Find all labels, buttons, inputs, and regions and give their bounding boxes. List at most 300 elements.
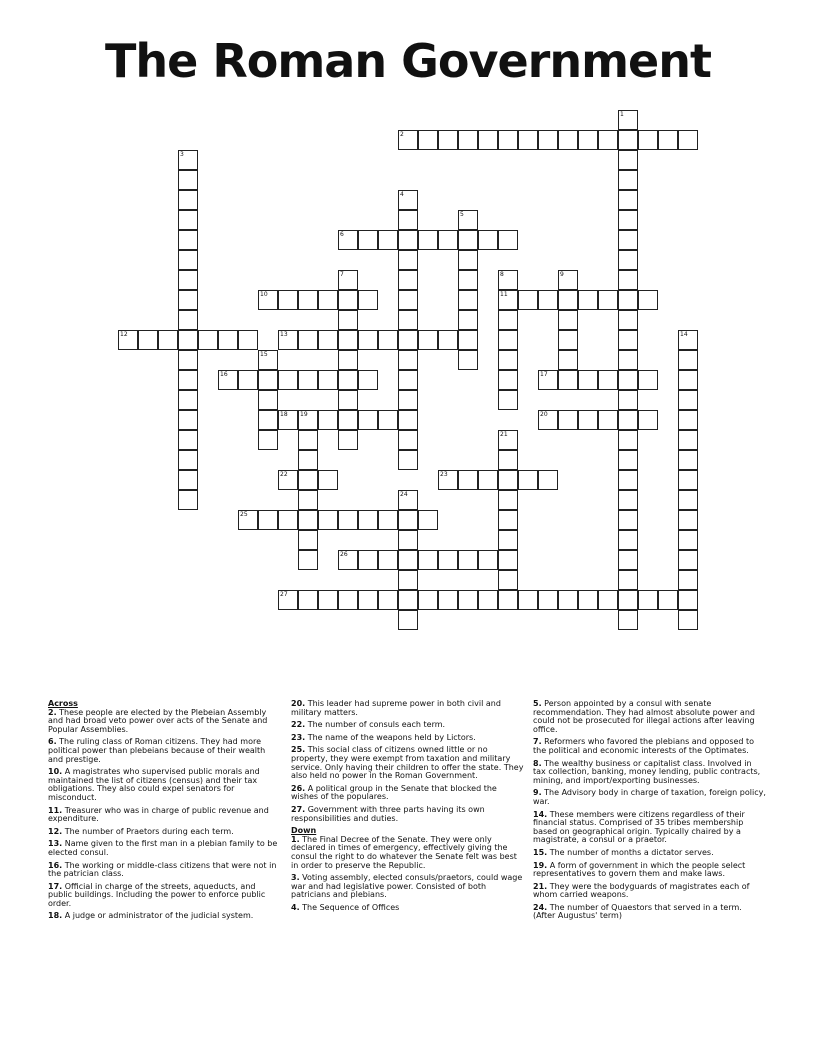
- grid-cell[interactable]: [618, 410, 638, 430]
- grid-cell[interactable]: [318, 290, 338, 310]
- grid-cell[interactable]: [398, 210, 418, 230]
- clue-number-label: 17: [540, 371, 548, 378]
- grid-cell[interactable]: [358, 230, 378, 250]
- grid-cell[interactable]: [578, 130, 598, 150]
- clue-text: Government with three parts having its own responsibilities and duties.: [291, 804, 485, 823]
- grid-cell[interactable]: [298, 330, 318, 350]
- clue-item: [533, 883, 766, 900]
- grid-cell[interactable]: [558, 410, 578, 430]
- clue-item: [533, 862, 766, 879]
- clues-column-2: [291, 700, 524, 916]
- clue-item: [291, 746, 524, 780]
- grid-cell[interactable]: [178, 490, 198, 510]
- grid-cell[interactable]: [318, 410, 338, 430]
- grid-cell[interactable]: [598, 590, 618, 610]
- grid-cell[interactable]: [398, 370, 418, 390]
- grid-cell[interactable]: [618, 490, 638, 510]
- clue-number: 1.: [291, 834, 300, 844]
- grid-cell[interactable]: [638, 370, 658, 390]
- grid-cell[interactable]: [618, 470, 638, 490]
- clue-number: 10.: [48, 767, 63, 777]
- down-heading: Down: [291, 826, 317, 836]
- grid-cell[interactable]: [658, 590, 678, 610]
- grid-cell[interactable]: [178, 450, 198, 470]
- clue-number: 16.: [48, 860, 63, 870]
- grid-cell[interactable]: [358, 550, 378, 570]
- clue-number-label: 16: [220, 371, 228, 378]
- grid-cell[interactable]: [318, 590, 338, 610]
- grid-cell[interactable]: [178, 330, 198, 350]
- grid-cell[interactable]: [638, 410, 658, 430]
- grid-cell[interactable]: [238, 370, 258, 390]
- clue-item: [533, 760, 766, 786]
- clue-number: 27.: [291, 804, 306, 814]
- grid-cell[interactable]: [618, 570, 638, 590]
- grid-cell[interactable]: [478, 550, 498, 570]
- clue-text: Official in charge of the streets, aqueducts, and public buildings. Including the power to enforce public order.: [48, 881, 266, 908]
- grid-cell[interactable]: [458, 130, 478, 150]
- grid-cell[interactable]: [418, 510, 438, 530]
- clue-item: [48, 807, 281, 824]
- grid-cell[interactable]: [558, 370, 578, 390]
- clue-number: 8.: [533, 758, 542, 768]
- grid-cell[interactable]: [458, 270, 478, 290]
- clue-number: 13.: [48, 839, 63, 849]
- clue-item: [291, 700, 524, 717]
- grid-cell[interactable]: [518, 470, 538, 490]
- grid-cell[interactable]: [258, 430, 278, 450]
- clue-number: 14.: [533, 809, 548, 819]
- clue-text: The ruling class of Roman citizens. They had more political power than plebeians because of their wealth and prestige.: [48, 737, 266, 764]
- clue-number-label: 10: [260, 291, 268, 298]
- grid-cell[interactable]: [578, 410, 598, 430]
- grid-cell[interactable]: [678, 570, 698, 590]
- across-heading: Across: [48, 699, 78, 708]
- grid-cell[interactable]: [458, 350, 478, 370]
- grid-cell[interactable]: [298, 490, 318, 510]
- grid-cell[interactable]: [538, 470, 558, 490]
- grid-cell[interactable]: [178, 430, 198, 450]
- clue-number-label: 24: [400, 491, 408, 498]
- grid-cell[interactable]: [298, 290, 318, 310]
- grid-cell[interactable]: [198, 330, 218, 350]
- clue-number-label: 9: [560, 271, 564, 278]
- clue-item: [291, 874, 524, 900]
- grid-cell[interactable]: [618, 450, 638, 470]
- grid-cell[interactable]: [398, 610, 418, 630]
- grid-cell[interactable]: [618, 390, 638, 410]
- grid-cell[interactable]: [398, 230, 418, 250]
- grid-cell[interactable]: [398, 390, 418, 410]
- grid-cell[interactable]: [398, 450, 418, 470]
- grid-cell[interactable]: [438, 330, 458, 350]
- grid-cell[interactable]: [618, 150, 638, 170]
- clue-number-label: 6: [340, 231, 344, 238]
- clue-text: These people are elected by the Plebeian Assembly and had broad veto power over acts of the Senate and Popular Assemblies.: [48, 707, 268, 734]
- clue-text: The number of consuls each term.: [305, 720, 446, 730]
- grid-cell[interactable]: [278, 370, 298, 390]
- grid-cell[interactable]: [618, 290, 638, 310]
- grid-cell[interactable]: [258, 510, 278, 530]
- clue-number-label: 2: [400, 131, 404, 138]
- clue-number: 11.: [48, 805, 63, 815]
- grid-cell[interactable]: [318, 470, 338, 490]
- grid-cell[interactable]: [338, 350, 358, 370]
- clue-text: Name given to the first man in a plebian family to be elected consul.: [48, 839, 278, 857]
- grid-cell[interactable]: [298, 530, 318, 550]
- grid-cell[interactable]: [538, 130, 558, 150]
- grid-cell[interactable]: [378, 510, 398, 530]
- grid-cell[interactable]: [498, 350, 518, 370]
- grid-cell[interactable]: [398, 270, 418, 290]
- grid-cell[interactable]: [678, 370, 698, 390]
- grid-cell[interactable]: [378, 410, 398, 430]
- grid-cell[interactable]: [298, 550, 318, 570]
- grid-cell[interactable]: [458, 250, 478, 270]
- grid-cell[interactable]: [578, 370, 598, 390]
- grid-cell[interactable]: [398, 510, 418, 530]
- clue-item: [533, 738, 766, 755]
- clue-number: 7.: [533, 737, 542, 747]
- grid-cell[interactable]: [298, 370, 318, 390]
- grid-cell[interactable]: [418, 230, 438, 250]
- grid-cell[interactable]: [398, 350, 418, 370]
- down-clue-list: [291, 836, 524, 913]
- grid-cell[interactable]: [178, 350, 198, 370]
- clue-number-label: 27: [280, 591, 288, 598]
- clue-number: 21.: [533, 881, 548, 891]
- grid-cell[interactable]: [678, 350, 698, 370]
- grid-cell[interactable]: [278, 510, 298, 530]
- grid-cell[interactable]: [678, 510, 698, 530]
- grid-cell[interactable]: [618, 510, 638, 530]
- grid-cell[interactable]: [618, 590, 638, 610]
- grid-cell[interactable]: [558, 310, 578, 330]
- down-clue-list-continued: [533, 700, 766, 921]
- clue-number: 5.: [533, 699, 542, 708]
- grid-cell[interactable]: [658, 130, 678, 150]
- clue-text: The name of the weapons held by Lictors.: [305, 732, 476, 742]
- grid-cell[interactable]: [478, 470, 498, 490]
- grid-cell[interactable]: [618, 430, 638, 450]
- grid-cell[interactable]: [338, 290, 358, 310]
- grid-cell[interactable]: [338, 330, 358, 350]
- clue-text: Voting assembly, elected consuls/praetors, could wage war and had legislative power. Consisted of both patricians and plebians.: [291, 873, 523, 900]
- across-clue-list-continued: [291, 700, 524, 823]
- clue-number: 23.: [291, 732, 306, 742]
- clue-text: The Sequence of Offices: [299, 902, 400, 912]
- grid-cell[interactable]: [618, 130, 638, 150]
- clue-number-label: 15: [260, 351, 268, 358]
- clue-item: [533, 811, 766, 845]
- grid-cell[interactable]: [458, 550, 478, 570]
- clue-text: A political group in the Senate that blocked the wishes of the populares.: [291, 783, 497, 802]
- grid-cell[interactable]: [378, 590, 398, 610]
- grid-cell[interactable]: [278, 290, 298, 310]
- grid-cell[interactable]: [498, 370, 518, 390]
- grid-cell[interactable]: [398, 550, 418, 570]
- grid-cell[interactable]: [258, 390, 278, 410]
- grid-cell[interactable]: [298, 590, 318, 610]
- clue-number-label: 1: [620, 111, 624, 118]
- grid-cell[interactable]: [618, 610, 638, 630]
- clue-item: [291, 721, 524, 730]
- clue-item: [48, 709, 281, 735]
- grid-cell[interactable]: [238, 330, 258, 350]
- grid-cell[interactable]: [558, 130, 578, 150]
- clue-item: [533, 849, 766, 858]
- clue-text: A judge or administrator of the judicial system.: [62, 911, 254, 921]
- grid-cell[interactable]: [258, 410, 278, 430]
- grid-cell[interactable]: [398, 410, 418, 430]
- clue-number: 20.: [291, 699, 306, 708]
- grid-cell[interactable]: [678, 430, 698, 450]
- clue-text: Reformers who favored the plebians and opposed to the political and economic interests of the Optimates.: [533, 737, 755, 755]
- grid-cell[interactable]: [618, 370, 638, 390]
- grid-cell[interactable]: [678, 410, 698, 430]
- clue-number-label: 26: [340, 551, 348, 558]
- clue-text: This social class of citizens owned little or no property, they were exempt from taxation and military service. Only having their children to offer the state. They also held no power in the Roman Government.: [291, 745, 524, 781]
- clue-text: They were the bodyguards of magistrates each of whom carried weapons.: [533, 881, 750, 900]
- grid-cell[interactable]: [618, 190, 638, 210]
- grid-cell[interactable]: [358, 410, 378, 430]
- grid-cell[interactable]: [398, 590, 418, 610]
- grid-cell[interactable]: [158, 330, 178, 350]
- grid-cell[interactable]: [458, 230, 478, 250]
- grid-cell[interactable]: [678, 130, 698, 150]
- grid-cell[interactable]: [538, 290, 558, 310]
- clue-number-label: 4: [400, 191, 404, 198]
- grid-cell[interactable]: [378, 230, 398, 250]
- grid-cell[interactable]: [678, 590, 698, 610]
- grid-cell[interactable]: [518, 290, 538, 310]
- grid-cell[interactable]: [498, 490, 518, 510]
- grid-cell[interactable]: [378, 330, 398, 350]
- grid-cell[interactable]: [138, 330, 158, 350]
- grid-cell[interactable]: [618, 170, 638, 190]
- grid-cell[interactable]: [398, 290, 418, 310]
- grid-cell[interactable]: [458, 470, 478, 490]
- clue-item: [48, 862, 281, 879]
- grid-cell[interactable]: [678, 610, 698, 630]
- grid-cell[interactable]: [498, 590, 518, 610]
- clues-column-3: [533, 700, 766, 925]
- clue-item: [533, 789, 766, 806]
- grid-cell[interactable]: [498, 230, 518, 250]
- clue-text: The number of Quaestors that served in a term. (After Augustus' term): [533, 902, 742, 921]
- grid-cell[interactable]: [458, 290, 478, 310]
- clue-number-label: 20: [540, 411, 548, 418]
- clue-item: [291, 836, 524, 870]
- clue-number-label: 7: [340, 271, 344, 278]
- grid-cell[interactable]: [418, 590, 438, 610]
- grid-cell[interactable]: [178, 390, 198, 410]
- grid-cell[interactable]: [258, 370, 278, 390]
- clue-item: [291, 904, 524, 913]
- grid-cell[interactable]: [178, 470, 198, 490]
- clue-item: [48, 912, 281, 921]
- grid-cell[interactable]: [178, 310, 198, 330]
- grid-cell[interactable]: [358, 370, 378, 390]
- clue-item: [48, 883, 281, 909]
- grid-cell[interactable]: [498, 510, 518, 530]
- grid-cell[interactable]: [498, 570, 518, 590]
- grid-cell[interactable]: [338, 510, 358, 530]
- grid-cell[interactable]: [398, 250, 418, 270]
- grid-cell[interactable]: [618, 350, 638, 370]
- clue-item: [533, 700, 766, 734]
- grid-cell[interactable]: [498, 310, 518, 330]
- grid-cell[interactable]: [678, 450, 698, 470]
- grid-cell[interactable]: [618, 230, 638, 250]
- grid-cell[interactable]: [338, 410, 358, 430]
- grid-cell[interactable]: [678, 390, 698, 410]
- clue-item: [533, 904, 766, 921]
- grid-cell[interactable]: [358, 590, 378, 610]
- grid-cell[interactable]: [338, 590, 358, 610]
- grid-cell[interactable]: [518, 590, 538, 610]
- grid-cell[interactable]: [578, 590, 598, 610]
- grid-cell[interactable]: [178, 290, 198, 310]
- grid-cell[interactable]: [498, 530, 518, 550]
- grid-cell[interactable]: [498, 450, 518, 470]
- grid-cell[interactable]: [678, 550, 698, 570]
- grid-cell[interactable]: [298, 510, 318, 530]
- grid-cell[interactable]: [358, 510, 378, 530]
- grid-cell[interactable]: [418, 130, 438, 150]
- grid-cell[interactable]: [298, 430, 318, 450]
- grid-cell[interactable]: [438, 130, 458, 150]
- grid-cell[interactable]: [618, 270, 638, 290]
- clue-text: A magistrates who supervised public morals and maintained the list of citizens (census) and their tax obligations. They also could expel senators for misconduct.: [48, 767, 260, 802]
- grid-cell[interactable]: [678, 530, 698, 550]
- grid-cell[interactable]: [218, 330, 238, 350]
- clue-number: 17.: [48, 881, 63, 891]
- grid-cell[interactable]: [338, 390, 358, 410]
- clue-item: [48, 840, 281, 857]
- grid-cell[interactable]: [598, 410, 618, 430]
- grid-cell[interactable]: [358, 330, 378, 350]
- grid-cell[interactable]: [618, 310, 638, 330]
- grid-cell[interactable]: [178, 370, 198, 390]
- grid-cell[interactable]: [618, 330, 638, 350]
- grid-cell[interactable]: [378, 550, 398, 570]
- grid-cell[interactable]: [478, 590, 498, 610]
- grid-cell[interactable]: [678, 490, 698, 510]
- grid-cell[interactable]: [638, 290, 658, 310]
- grid-cell[interactable]: [598, 370, 618, 390]
- clue-text: The number of Praetors during each term.: [62, 826, 234, 836]
- clue-number-label: 13: [280, 331, 288, 338]
- grid-cell[interactable]: [458, 590, 478, 610]
- grid-cell[interactable]: [678, 470, 698, 490]
- grid-cell[interactable]: [598, 290, 618, 310]
- page-title: The Roman Government: [105, 34, 711, 88]
- clue-text: Treasurer who was in charge of public revenue and expenditure.: [48, 805, 269, 824]
- grid-cell[interactable]: [298, 450, 318, 470]
- clues-column-1: [48, 700, 281, 925]
- clue-text: The working or middle-class citizens that were not in the patrician class.: [48, 860, 277, 879]
- grid-cell[interactable]: [298, 470, 318, 490]
- grid-cell[interactable]: [618, 210, 638, 230]
- grid-cell[interactable]: [338, 310, 358, 330]
- clue-text: The wealthy business or capitalist class. Involved in tax collection, banking, money lending, public contracts, mining, and import/exporting businesses.: [533, 758, 761, 785]
- clue-text: The Advisory body in charge of taxation, foreign policy, war.: [533, 788, 766, 806]
- grid-cell[interactable]: [178, 190, 198, 210]
- grid-cell[interactable]: [358, 290, 378, 310]
- grid-cell[interactable]: [618, 250, 638, 270]
- grid-cell[interactable]: [618, 550, 638, 570]
- grid-cell[interactable]: [178, 270, 198, 290]
- grid-cell[interactable]: [318, 370, 338, 390]
- grid-cell[interactable]: [398, 310, 418, 330]
- grid-cell[interactable]: [618, 530, 638, 550]
- grid-cell[interactable]: [558, 330, 578, 350]
- clue-item: [48, 828, 281, 837]
- grid-cell[interactable]: [398, 530, 418, 550]
- grid-cell[interactable]: [438, 590, 458, 610]
- clue-number: 15.: [533, 847, 548, 857]
- grid-cell[interactable]: [578, 290, 598, 310]
- clue-item: [291, 734, 524, 743]
- grid-cell[interactable]: [338, 430, 358, 450]
- clue-number: 26.: [291, 783, 306, 793]
- grid-cell[interactable]: [178, 170, 198, 190]
- grid-cell[interactable]: [178, 230, 198, 250]
- grid-cell[interactable]: [498, 130, 518, 150]
- grid-cell[interactable]: [478, 130, 498, 150]
- clue-item: [48, 768, 281, 802]
- clue-number-label: 19: [300, 411, 308, 418]
- clue-number-label: 8: [500, 271, 504, 278]
- grid-cell[interactable]: [178, 410, 198, 430]
- grid-cell[interactable]: [498, 550, 518, 570]
- grid-cell[interactable]: [558, 350, 578, 370]
- clue-number-label: 11: [500, 291, 508, 298]
- grid-cell[interactable]: [438, 230, 458, 250]
- grid-cell[interactable]: [518, 130, 538, 150]
- grid-cell[interactable]: [498, 470, 518, 490]
- grid-cell[interactable]: [558, 590, 578, 610]
- grid-cell[interactable]: [558, 290, 578, 310]
- grid-cell[interactable]: [638, 130, 658, 150]
- grid-cell[interactable]: [398, 570, 418, 590]
- grid-cell[interactable]: [318, 330, 338, 350]
- grid-cell[interactable]: [398, 430, 418, 450]
- grid-cell[interactable]: [638, 590, 658, 610]
- clue-item: [291, 806, 524, 823]
- grid-cell[interactable]: [178, 210, 198, 230]
- grid-cell[interactable]: [318, 510, 338, 530]
- grid-cell[interactable]: [498, 390, 518, 410]
- grid-cell[interactable]: [538, 590, 558, 610]
- grid-cell[interactable]: [598, 130, 618, 150]
- clue-number: 6.: [48, 737, 57, 747]
- grid-cell[interactable]: [338, 370, 358, 390]
- grid-cell[interactable]: [498, 330, 518, 350]
- clue-number-label: 12: [120, 331, 128, 338]
- grid-cell[interactable]: [458, 330, 478, 350]
- grid-cell[interactable]: [458, 310, 478, 330]
- grid-cell[interactable]: [178, 250, 198, 270]
- grid-cell[interactable]: [418, 330, 438, 350]
- grid-cell[interactable]: [398, 330, 418, 350]
- grid-cell[interactable]: [478, 230, 498, 250]
- grid-cell[interactable]: [418, 550, 438, 570]
- grid-cell[interactable]: [438, 550, 458, 570]
- clue-number: 2.: [48, 707, 57, 717]
- clue-number: 4.: [291, 902, 300, 912]
